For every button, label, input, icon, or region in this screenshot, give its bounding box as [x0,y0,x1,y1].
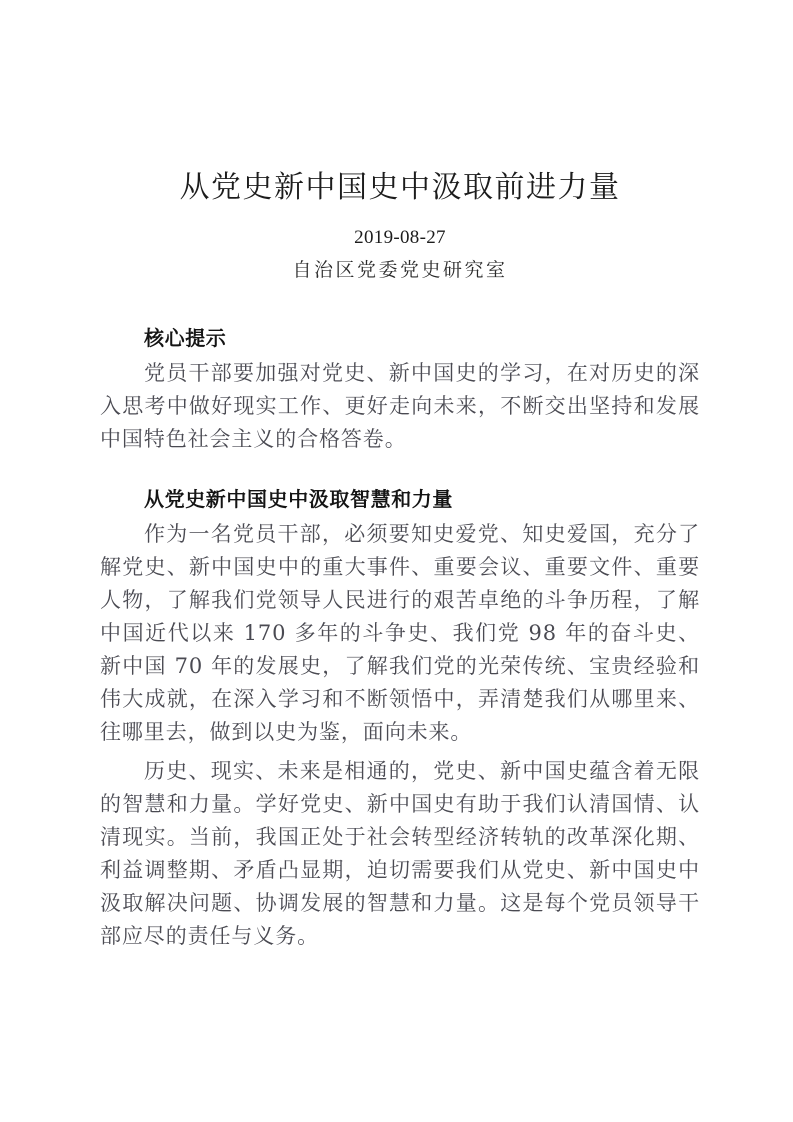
title-block [100,168,700,285]
page-title: 从党史新中国史中汲取前进力量 [179,170,621,205]
paragraph-wisdom-2: 历史、现实、未来是相通的，党史、新中国史蕴含着无限的智慧和力量。学好党史、新中国史有助于我们认清国情、认清现实。当前，我国正处于社会转型经济转轨的改革深化期、利益调整期、矛盾凸显期，迫切需要我们从党史、新中国史中汲取解决问题、协调发展的智慧和力量。这是每个党员领导干部应尽的责任与义务。 [100,759,700,948]
publish-date: 2019-08-27 [354,227,446,248]
paragraph-core-tips-1: 党员干部要加强对党史、新中国史的学习，在对历史的深入思考中做好现实工作、更好走向未来，不断交出坚持和发展中国特色社会主义的合格答卷。 [100,361,700,451]
section-heading-core-tips: 核心提示 [144,328,227,350]
author-organization: 自治区党委党史研究室 [292,259,508,281]
document-body [100,0,700,953]
paragraph-wisdom-1: 作为一名党员干部，必须要知史爱党、知史爱国，充分了解党史、新中国史中的重大事件、重要会议、重要文件、重要人物，了解我们党领导人民进行的艰苦卓绝的斗争历程，了解中国近代以来 170 多年的斗争史、我们党 98 年的奋斗史、新中国 70 年的发展史，了解我们党的光荣传统、宝贵经验和伟大成就，在深入学习和不断领悟中，弄清楚我们从哪里来、往哪里去，做到以史为鉴，面向未来。 [100,522,700,744]
section-heading-wisdom-and-strength: 从党史新中国史中汲取智慧和力量 [144,489,453,511]
